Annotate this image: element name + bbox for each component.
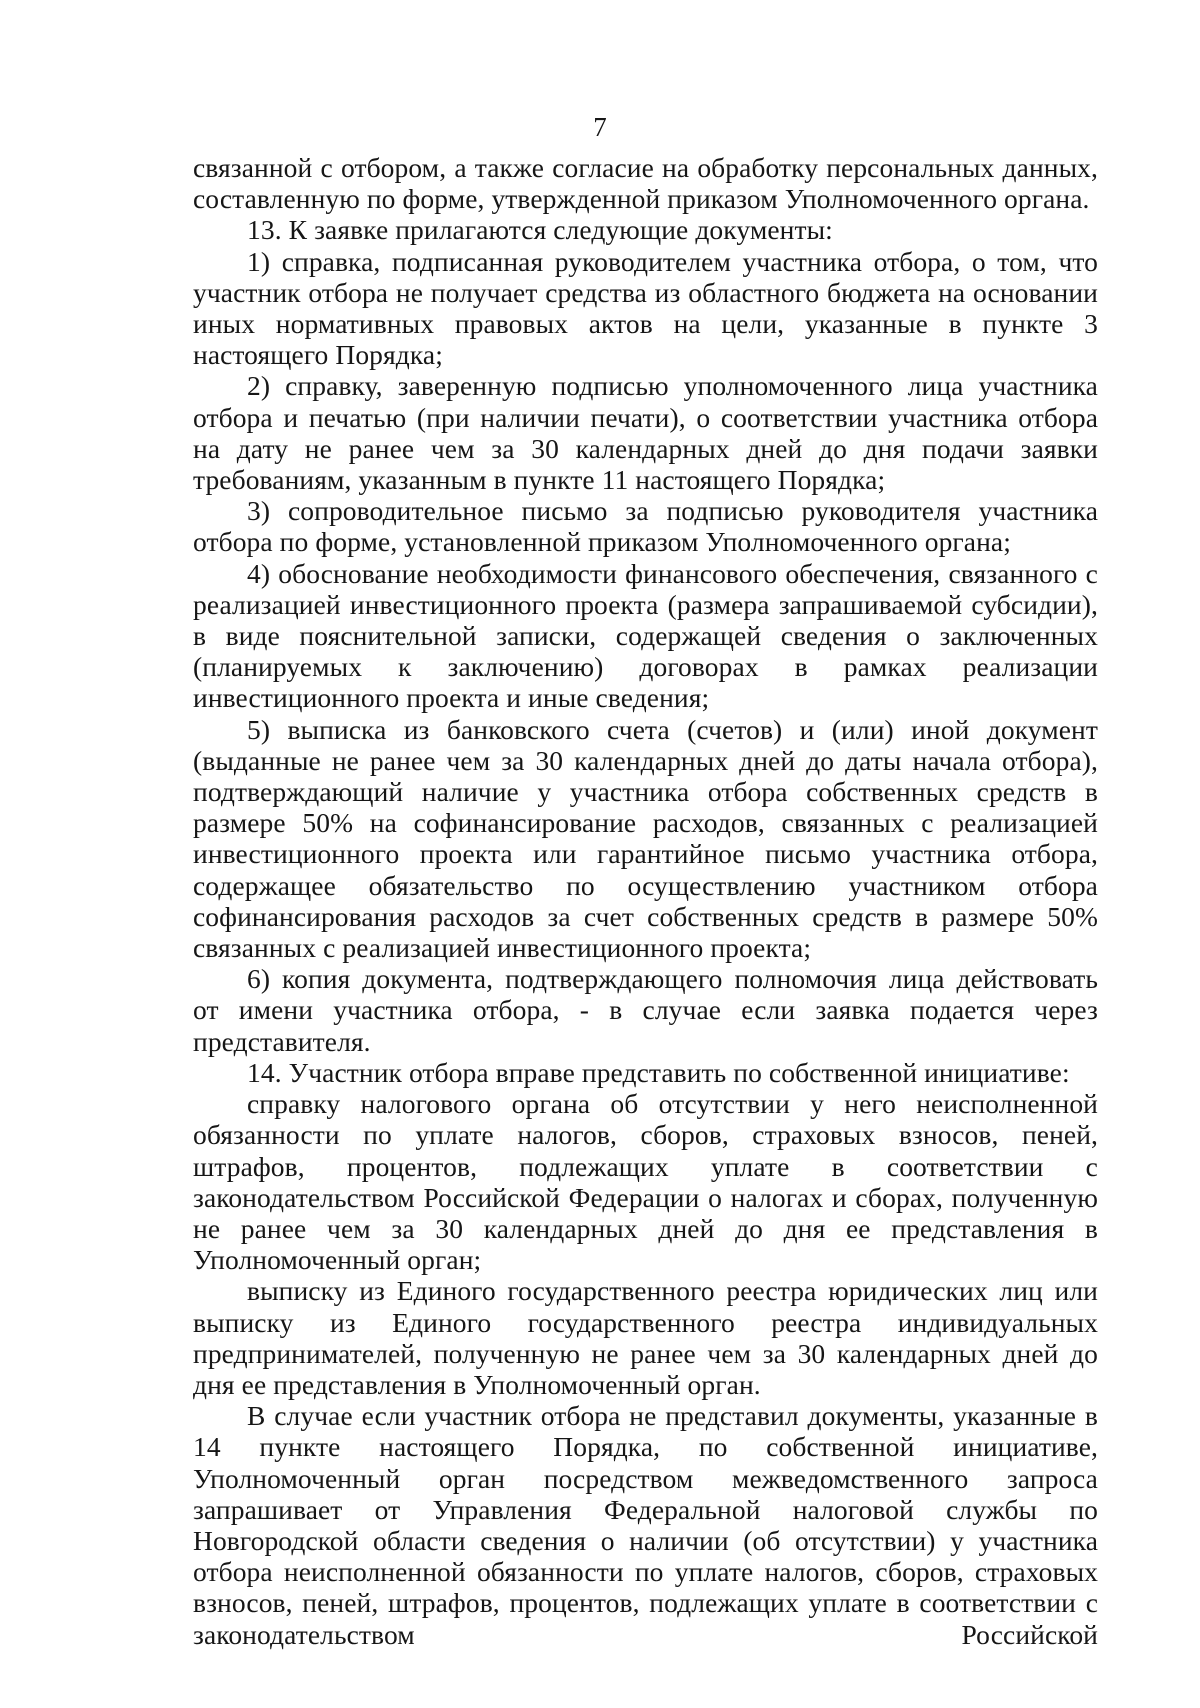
paragraph-subitem-2: 2) справку, заверенную подписью уполномоченного лица участника отбора и печатью (при наличии печати), о соответствии участника отбора на дату не ранее чем за 30 календарных дней до дня подачи заявки требованиям, указанным в пункте 11 настоящего Порядка;: [193, 370, 1098, 496]
paragraph-subitem-6: 6) копия документа, подтверждающего полномочия лица действовать от имени участника отбора, - в случае если заявка подается через представителя.: [193, 963, 1098, 1057]
paragraph-subitem-1: 1) справка, подписанная руководителем участника отбора, о том, что участник отбора не получает средства из областного бюджета на основании иных нормативных правовых актов на цели, указанные в пункте 3 настоящего Порядка;: [193, 245, 1098, 371]
paragraph-interagency-request: В случае если участник отбора не представил документы, указанные в 14 пункте настоящего Порядка, по собственной инициативе, Уполномоченный орган посредством межведомственного запроса запрашивает от Управления Федеральной налоговой службы по Новгородской области сведения о наличии (об отсутствии) у участника отбора неисполненной обязанности по уплате налогов, сборов, страховых взносов, пеней, штрафов, процентов, подлежащих уплате в соответствии с законодательством Российской: [193, 1400, 1098, 1650]
paragraph-registry-extract: выписку из Единого государственного реестра юридических лиц или выписку из Единого государственного реестра индивидуальных предпринимателей, полученную не ранее чем за 30 календарных дней до дня ее представления в Уполномоченный орган.: [193, 1275, 1098, 1400]
paragraph-subitem-5: 5) выписка из банковского счета (счетов) и (или) иной документ (выданные не ранее чем за 30 календарных дней до даты начала отбора), подтверждающий наличие у участника отбора собственных средств в размере 50% на софинансирование расходов, связанных с реализацией инвестиционного проекта или гарантийное письмо участника отбора, содержащее обязательство по осуществлению участником отбора софинансирования расходов за счет собственных средств в размере 50% связанных с реализацией инвестиционного проекта;: [193, 713, 1098, 964]
paragraph-tax-certificate: справку налогового органа об отсутствии у него неисполненной обязанности по уплате налогов, сборов, страховых взносов, пеней, штрафов, процентов, подлежащих уплате в соответствии с законодательством Российской Федерации о налогах и сборах, полученную не ранее чем за 30 календарных дней до дня ее представления в Уполномоченный орган;: [193, 1088, 1098, 1276]
document-body: [193, 152, 1098, 1650]
paragraph-subitem-3: 3) сопроводительное письмо за подписью руководителя участника отбора по форме, установленной приказом Уполномоченного органа;: [193, 495, 1098, 558]
paragraph-continuation: связанной с отбором, а также согласие на обработку персональных данных, составленную по форме, утвержденной приказом Уполномоченного органа.: [193, 152, 1098, 215]
paragraph-subitem-4: 4) обоснование необходимости финансового обеспечения, связанного с реализацией инвестиционного проекта (размера запрашиваемой субсидии), в виде пояснительной записки, содержащей сведения о заключенных (планируемых к заключению) договорах в рамках реализации инвестиционного проекта и иные сведения;: [193, 557, 1098, 714]
paragraph-item-13: 13. К заявке прилагаются следующие документы:: [247, 214, 833, 246]
paragraph-item-14: 14. Участник отбора вправе представить по собственной инициативе:: [247, 1056, 1070, 1088]
page-number: 7: [593, 112, 607, 142]
